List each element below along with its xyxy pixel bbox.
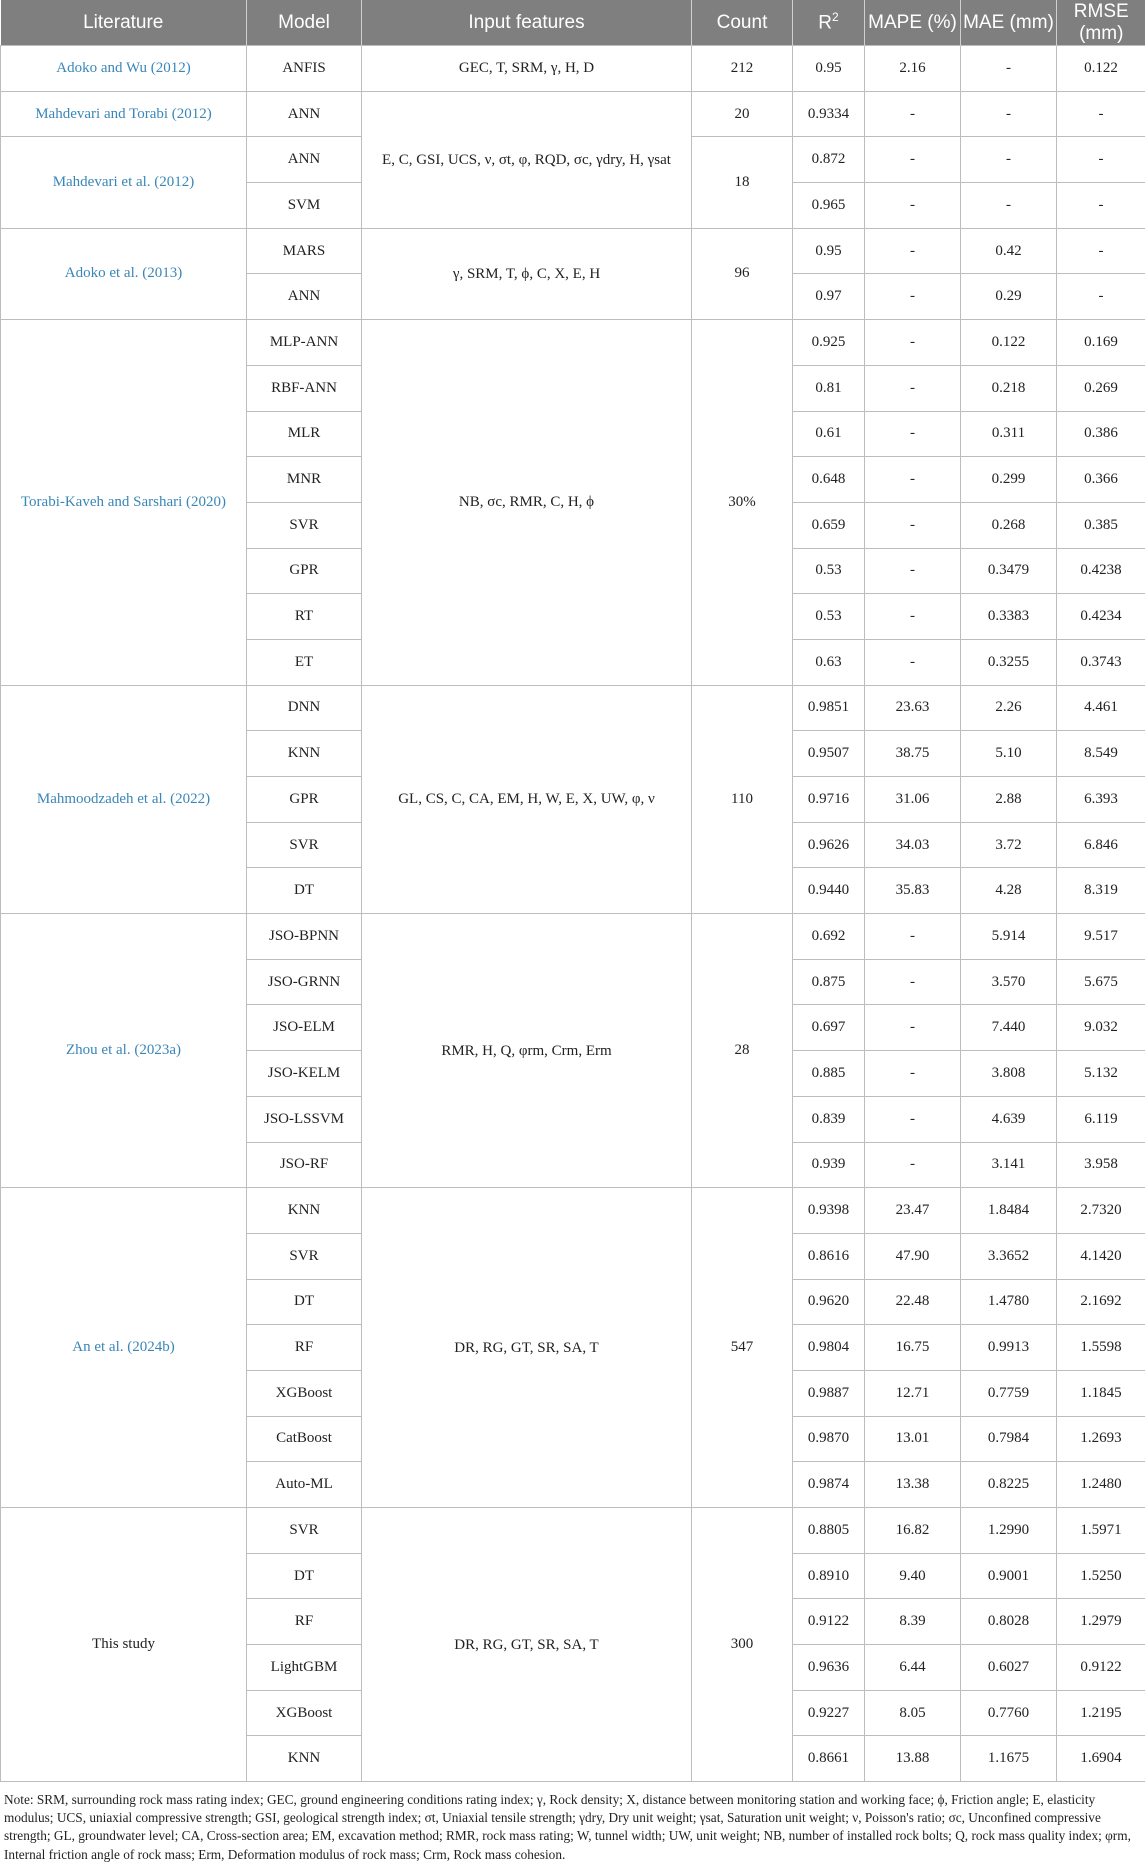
mape-cell: - [865, 594, 961, 640]
rmse-cell: 6.119 [1057, 1096, 1145, 1142]
model-cell: XGBoost [247, 1690, 362, 1736]
rmse-cell: 1.2693 [1057, 1416, 1145, 1462]
count-cell: 18 [692, 137, 793, 228]
r2-cell: 0.95 [793, 228, 865, 274]
model-cell: RF [247, 1325, 362, 1371]
input-features-cell: GEC, T, SRM, γ, H, D [362, 46, 692, 92]
mae-cell: 2.88 [961, 777, 1057, 823]
mae-cell: 3.570 [961, 959, 1057, 1005]
model-cell: JSO-KELM [247, 1051, 362, 1097]
mae-cell: 5.10 [961, 731, 1057, 777]
r2-cell: 0.8910 [793, 1553, 865, 1599]
mape-cell: - [865, 365, 961, 411]
mae-cell: 0.3383 [961, 594, 1057, 640]
rmse-cell: 0.4234 [1057, 594, 1145, 640]
model-cell: GPR [247, 548, 362, 594]
header-mae: MAE (mm) [961, 0, 1057, 46]
mae-cell: 0.122 [961, 320, 1057, 366]
header-input-features: Input features [362, 0, 692, 46]
mae-cell: 3.72 [961, 822, 1057, 868]
r2-cell: 0.9122 [793, 1599, 865, 1645]
r2-cell: 0.8616 [793, 1233, 865, 1279]
model-cell: RBF-ANN [247, 365, 362, 411]
model-cell: JSO-GRNN [247, 959, 362, 1005]
model-cell: XGBoost [247, 1370, 362, 1416]
r2-cell: 0.9870 [793, 1416, 865, 1462]
rmse-cell: 5.675 [1057, 959, 1145, 1005]
mape-cell: - [865, 1051, 961, 1097]
count-cell: 28 [692, 914, 793, 1188]
table-row [1, 1188, 1145, 1234]
rmse-cell: 1.1845 [1057, 1370, 1145, 1416]
mape-cell: 9.40 [865, 1553, 961, 1599]
r2-cell: 0.9398 [793, 1188, 865, 1234]
mae-cell: 0.9001 [961, 1553, 1057, 1599]
mape-cell: 23.63 [865, 685, 961, 731]
header-mape: MAPE (%) [865, 0, 961, 46]
count-cell: 96 [692, 228, 793, 319]
model-cell: MLR [247, 411, 362, 457]
mape-cell: - [865, 1096, 961, 1142]
mae-cell: - [961, 137, 1057, 183]
rmse-cell: 6.846 [1057, 822, 1145, 868]
mape-cell: 12.71 [865, 1370, 961, 1416]
model-cell: MARS [247, 228, 362, 274]
mae-cell: 0.9913 [961, 1325, 1057, 1371]
rmse-cell: - [1057, 137, 1145, 183]
r2-cell: 0.9636 [793, 1645, 865, 1691]
model-cell: JSO-LSSVM [247, 1096, 362, 1142]
mape-cell: - [865, 228, 961, 274]
literature-cell[interactable]: Adoko et al. (2013) [1, 228, 247, 319]
model-cell: SVR [247, 502, 362, 548]
model-cell: ANN [247, 137, 362, 183]
mape-cell: 2.16 [865, 46, 961, 92]
r2-cell: 0.872 [793, 137, 865, 183]
mape-cell: - [865, 320, 961, 366]
mae-cell: 5.914 [961, 914, 1057, 960]
header-literature: Literature [1, 0, 247, 46]
count-cell: 20 [692, 91, 793, 137]
r2-cell: 0.9851 [793, 685, 865, 731]
rmse-cell: 4.1420 [1057, 1233, 1145, 1279]
mape-cell: - [865, 183, 961, 229]
mape-cell: 6.44 [865, 1645, 961, 1691]
mape-cell: 13.88 [865, 1736, 961, 1782]
mape-cell: 13.38 [865, 1462, 961, 1508]
model-cell: Auto-ML [247, 1462, 362, 1508]
mape-cell: - [865, 914, 961, 960]
header-rmse: RMSE (mm) [1057, 0, 1145, 46]
rmse-cell: 4.461 [1057, 685, 1145, 731]
mape-cell: 47.90 [865, 1233, 961, 1279]
input-features-cell: γ, SRM, T, ϕ, C, X, E, H [362, 228, 692, 319]
mae-cell: 0.3479 [961, 548, 1057, 594]
input-features-cell: NB, σc, RMR, C, H, ϕ [362, 320, 692, 686]
r2-cell: 0.925 [793, 320, 865, 366]
rmse-cell: 1.5971 [1057, 1508, 1145, 1554]
rmse-cell: 2.7320 [1057, 1188, 1145, 1234]
literature-cell[interactable]: An et al. (2024b) [1, 1188, 247, 1508]
mae-cell: 0.8028 [961, 1599, 1057, 1645]
rmse-cell: 0.169 [1057, 320, 1145, 366]
input-features-cell: RMR, H, Q, φrm, Crm, Erm [362, 914, 692, 1188]
mape-cell: 16.75 [865, 1325, 961, 1371]
mae-cell: 0.311 [961, 411, 1057, 457]
table-body [1, 46, 1145, 1782]
rmse-cell: 0.122 [1057, 46, 1145, 92]
mape-cell: - [865, 457, 961, 503]
table-row [1, 91, 1145, 137]
model-cell: DT [247, 868, 362, 914]
r2-cell: 0.875 [793, 959, 865, 1005]
mape-cell: 22.48 [865, 1279, 961, 1325]
table-row [1, 914, 1145, 960]
r2-cell: 0.697 [793, 1005, 865, 1051]
rmse-cell: - [1057, 91, 1145, 137]
rmse-cell: 1.2480 [1057, 1462, 1145, 1508]
table-row [1, 46, 1145, 92]
mape-cell: - [865, 137, 961, 183]
mape-cell: 38.75 [865, 731, 961, 777]
r2-cell: 0.61 [793, 411, 865, 457]
model-cell: MLP-ANN [247, 320, 362, 366]
table-header [1, 0, 1145, 46]
count-cell: 30% [692, 320, 793, 686]
model-cell: JSO-RF [247, 1142, 362, 1188]
mape-cell: - [865, 91, 961, 137]
mape-cell: 31.06 [865, 777, 961, 823]
model-cell: DNN [247, 685, 362, 731]
r2-cell: 0.63 [793, 639, 865, 685]
mape-cell: - [865, 639, 961, 685]
mae-cell: 0.7759 [961, 1370, 1057, 1416]
count-cell: 212 [692, 46, 793, 92]
input-features-cell: DR, RG, GT, SR, SA, T [362, 1188, 692, 1508]
rmse-cell: 1.5598 [1057, 1325, 1145, 1371]
r2-cell: 0.53 [793, 594, 865, 640]
rmse-cell: 8.319 [1057, 868, 1145, 914]
rmse-cell: 2.1692 [1057, 1279, 1145, 1325]
mae-cell: 3.141 [961, 1142, 1057, 1188]
mae-cell: 7.440 [961, 1005, 1057, 1051]
model-cell: RF [247, 1599, 362, 1645]
rmse-cell: 0.3743 [1057, 639, 1145, 685]
mae-cell: 1.1675 [961, 1736, 1057, 1782]
r2-cell: 0.95 [793, 46, 865, 92]
input-features-cell: GL, CS, C, CA, EM, H, W, E, X, UW, φ, ν [362, 685, 692, 913]
header-model: Model [247, 0, 362, 46]
table-row [1, 320, 1145, 366]
mae-cell: 4.28 [961, 868, 1057, 914]
r2-cell: 0.9626 [793, 822, 865, 868]
rmse-cell: 6.393 [1057, 777, 1145, 823]
mape-cell: 23.47 [865, 1188, 961, 1234]
r2-cell: 0.965 [793, 183, 865, 229]
r2-cell: 0.9440 [793, 868, 865, 914]
mae-cell: 1.2990 [961, 1508, 1057, 1554]
rmse-cell: 9.517 [1057, 914, 1145, 960]
mape-cell: - [865, 411, 961, 457]
r2-cell: 0.839 [793, 1096, 865, 1142]
table-row [1, 685, 1145, 731]
mae-cell: 3.808 [961, 1051, 1057, 1097]
rmse-cell: 3.958 [1057, 1142, 1145, 1188]
rmse-cell: - [1057, 183, 1145, 229]
model-cell: SVM [247, 183, 362, 229]
header-r2: $R^2$ [793, 0, 865, 46]
model-cell: SVR [247, 1508, 362, 1554]
mape-cell: - [865, 274, 961, 320]
r2-cell: 0.659 [793, 502, 865, 548]
model-cell: LightGBM [247, 1645, 362, 1691]
r2-cell: 0.9887 [793, 1370, 865, 1416]
rmse-cell: 1.6904 [1057, 1736, 1145, 1782]
mape-cell: 13.01 [865, 1416, 961, 1462]
r2-cell: 0.885 [793, 1051, 865, 1097]
rmse-cell: 5.132 [1057, 1051, 1145, 1097]
input-features-cell: DR, RG, GT, SR, SA, T [362, 1508, 692, 1782]
mae-cell: 0.8225 [961, 1462, 1057, 1508]
r2-cell: 0.9227 [793, 1690, 865, 1736]
r2-cell: 0.9507 [793, 731, 865, 777]
count-cell: 300 [692, 1508, 793, 1782]
table-row [1, 1508, 1145, 1554]
r2-cell: 0.97 [793, 274, 865, 320]
r2-cell: 0.9874 [793, 1462, 865, 1508]
mape-cell: - [865, 502, 961, 548]
rmse-cell: 0.366 [1057, 457, 1145, 503]
mae-cell: - [961, 183, 1057, 229]
r2-cell: 0.53 [793, 548, 865, 594]
r2-cell: 0.692 [793, 914, 865, 960]
literature-cell[interactable]: Mahdevari and Torabi (2012) [1, 91, 247, 137]
rmse-cell: 0.385 [1057, 502, 1145, 548]
mape-cell: 35.83 [865, 868, 961, 914]
literature-cell[interactable]: Zhou et al. (2023a) [1, 914, 247, 1188]
model-cell: ANN [247, 274, 362, 320]
mae-cell: 0.3255 [961, 639, 1057, 685]
rmse-cell: 1.2979 [1057, 1599, 1145, 1645]
input-features-cell: E, C, GSI, UCS, ν, σt, φ, RQD, σc, γdry, H, γsat [362, 91, 692, 228]
mae-cell: 0.42 [961, 228, 1057, 274]
mae-cell: 0.299 [961, 457, 1057, 503]
model-cell: CatBoost [247, 1416, 362, 1462]
mape-cell: - [865, 548, 961, 594]
model-cell: JSO-ELM [247, 1005, 362, 1051]
r2-cell: 0.8661 [793, 1736, 865, 1782]
mae-cell: 3.3652 [961, 1233, 1057, 1279]
mae-cell: - [961, 91, 1057, 137]
r2-cell: 0.9716 [793, 777, 865, 823]
r2-cell: 0.9804 [793, 1325, 865, 1371]
mae-cell: 0.29 [961, 274, 1057, 320]
r2-cell: 0.9620 [793, 1279, 865, 1325]
mape-cell: 16.82 [865, 1508, 961, 1554]
literature-cell[interactable]: Mahdevari et al. (2012) [1, 137, 247, 228]
literature-cell[interactable]: Mahmoodzadeh et al. (2022) [1, 685, 247, 913]
r2-cell: 0.81 [793, 365, 865, 411]
mae-cell: 0.268 [961, 502, 1057, 548]
mae-cell: 1.8484 [961, 1188, 1057, 1234]
model-cell: ANFIS [247, 46, 362, 92]
mape-cell: 34.03 [865, 822, 961, 868]
model-cell: DT [247, 1553, 362, 1599]
r2-cell: 0.9334 [793, 91, 865, 137]
rmse-cell: 1.5250 [1057, 1553, 1145, 1599]
rmse-cell: 0.4238 [1057, 548, 1145, 594]
r2-cell: 0.648 [793, 457, 865, 503]
rmse-cell: - [1057, 228, 1145, 274]
model-cell: MNR [247, 457, 362, 503]
mape-cell: 8.05 [865, 1690, 961, 1736]
literature-cell: This study [1, 1508, 247, 1782]
rmse-cell: 8.549 [1057, 731, 1145, 777]
mape-cell: - [865, 959, 961, 1005]
literature-cell[interactable]: Torabi-Kaveh and Sarshari (2020) [1, 320, 247, 686]
mae-cell: 1.4780 [961, 1279, 1057, 1325]
model-cell: GPR [247, 777, 362, 823]
model-cell: KNN [247, 1188, 362, 1234]
model-cell: ANN [247, 91, 362, 137]
count-cell: 110 [692, 685, 793, 913]
mae-cell: 2.26 [961, 685, 1057, 731]
model-cell: SVR [247, 822, 362, 868]
mae-cell: - [961, 46, 1057, 92]
mae-cell: 4.639 [961, 1096, 1057, 1142]
mape-cell: 8.39 [865, 1599, 961, 1645]
model-cell: DT [247, 1279, 362, 1325]
r2-cell: 0.8805 [793, 1508, 865, 1554]
mape-cell: - [865, 1005, 961, 1051]
mae-cell: 0.218 [961, 365, 1057, 411]
mae-cell: 0.7760 [961, 1690, 1057, 1736]
model-cell: KNN [247, 731, 362, 777]
header-count: Count [692, 0, 793, 46]
table-note: Note: SRM, surrounding rock mass rating index; GEC, ground engineering conditions rating index; γ, Rock density; X, distance between monitoring station and working face; ϕ, Friction angle; E, elasticity modulus; UCS, uniaxial compressive strength; GSI, geological strength index; σt, Uniaxial tensile strength; γdry, Dry unit weight; γsat, Saturation unit weight; ν, Poisson's ratio; σc, Unconfined compressive strength; GL, groundwater level; CA, Cross-section area; EM, excavation method; RMR, rock mass rating; W, tunnel width; UW, unit weight; NB, number of installed rock bolts; Q, rock mass quality index; φrm, Internal friction angle of rock mass; Erm, Deformation modulus of rock mass; Crm, Rock mass cohesion. [4, 1792, 1131, 1862]
r2-cell: 0.939 [793, 1142, 865, 1188]
table-row [1, 228, 1145, 274]
count-cell: 547 [692, 1188, 793, 1508]
rmse-cell: - [1057, 274, 1145, 320]
literature-cell[interactable]: Adoko and Wu (2012) [1, 46, 247, 92]
mape-cell: - [865, 1142, 961, 1188]
mae-cell: 0.6027 [961, 1645, 1057, 1691]
rmse-cell: 9.032 [1057, 1005, 1145, 1051]
rmse-cell: 1.2195 [1057, 1690, 1145, 1736]
rmse-cell: 0.269 [1057, 365, 1145, 411]
mae-cell: 0.7984 [961, 1416, 1057, 1462]
model-cell: KNN [247, 1736, 362, 1782]
rmse-cell: 0.9122 [1057, 1645, 1145, 1691]
model-cell: SVR [247, 1233, 362, 1279]
model-cell: JSO-BPNN [247, 914, 362, 960]
rmse-cell: 0.386 [1057, 411, 1145, 457]
model-cell: RT [247, 594, 362, 640]
model-cell: ET [247, 639, 362, 685]
